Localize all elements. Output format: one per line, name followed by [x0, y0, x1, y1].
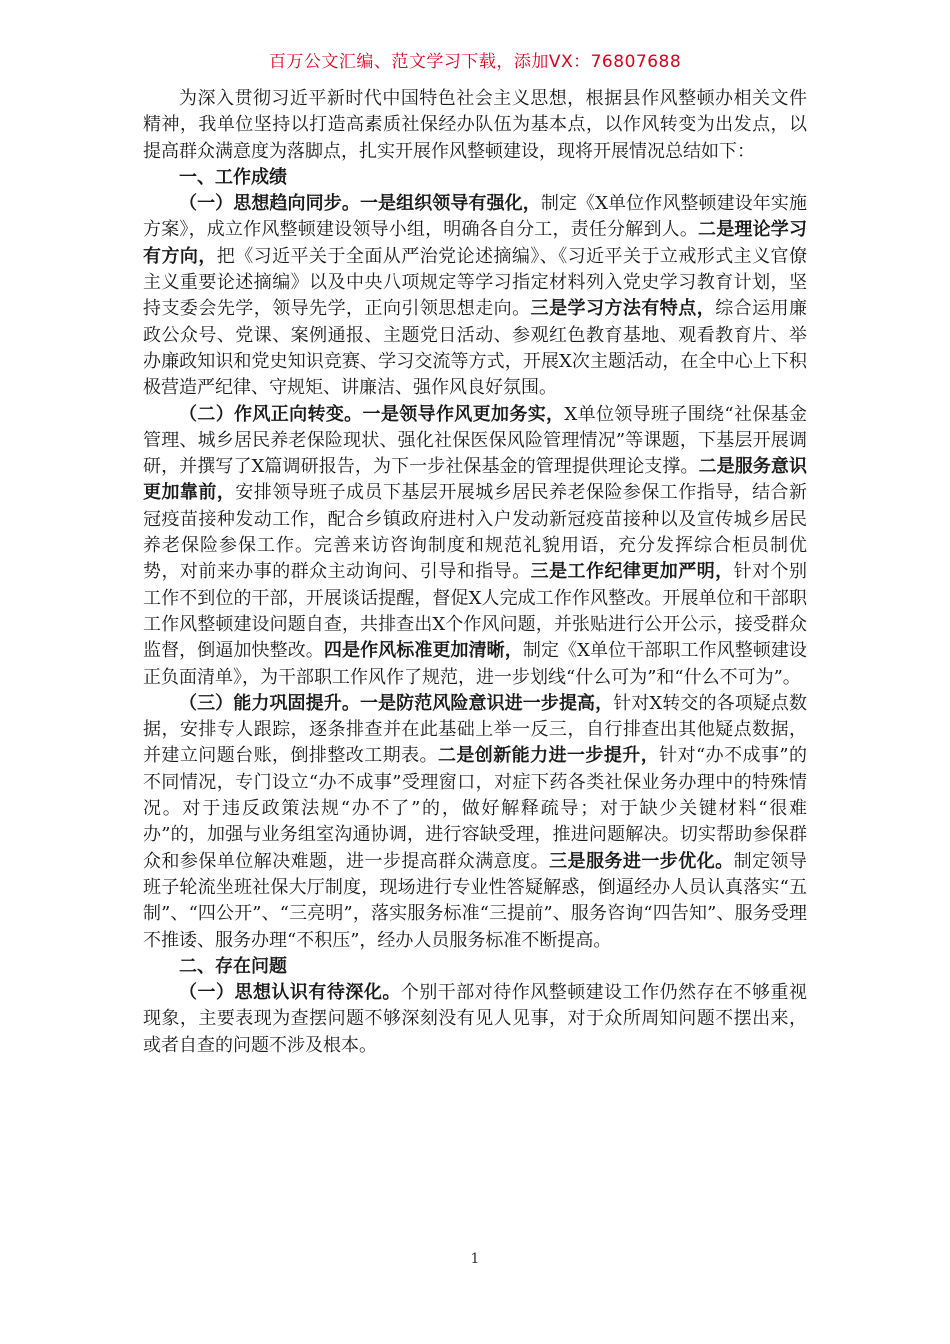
- point-text: 个别干部对待作风整顿建设工作仍然存在不够重视现象，主要表现为查摆问题不够深刻没有见人见事，对于众所周知问题不摆出来，或者自查的问题不涉及根本。: [143, 982, 808, 1056]
- paragraph-style: [143, 402, 807, 691]
- point-text: 综合运用廉政公众号、党课、案例通报、主题党日活动、参观红色教育基地、观看教育片、举办廉政知识和党史知识竞赛、学习交流等方式，开展X次主题活动，在全中心上下积极营造严纪律、守规矩、讲廉洁、强作风良好氛围。: [143, 298, 808, 399]
- paragraph-capability: [143, 691, 807, 954]
- point-label: 四是作风标准更加清晰，: [323, 640, 523, 662]
- intro-paragraph: 为深入贯彻习近平新时代中国特色社会主义思想，根据县作风整顿办相关文件精神，我单位坚持以打造高素质社保经办队伍为基本点，以作风转变为出发点，以提高群众满意度为落脚点，扎实开展作风整顿建设，现将开展情况总结如下：: [143, 88, 807, 162]
- paragraph-thinking: [143, 191, 807, 401]
- section-heading-problems: 二、存在问题: [179, 955, 287, 977]
- subheading: （一）思想趋向同步。: [179, 193, 360, 215]
- subheading: （二）作风正向转变。: [179, 403, 363, 425]
- document-body: [143, 86, 807, 1059]
- subheading: （三）能力巩固提升。: [179, 692, 360, 714]
- point-text: 把《习近平关于全面从严治党论述摘编》、《习近平关于立戒形式主义官僚主义重要论述摘编》以及中央八项规定等学习指定材料列入党史学习教育计划，坚持支委会先学，领导先学，正向引领思想走向。: [143, 245, 807, 320]
- point-text: 制定《X单位干部职工作风整顿建设正负面清单》，为干部职工作风作了规范，进一步划线“什么可为”和“什么不可为”。: [143, 640, 807, 688]
- point-label: 三是工作纪律更加严明，: [530, 561, 734, 583]
- point-text: X单位领导班子围绕“社保基金管理、城乡居民养老保险现状、强化社保医保风险管理情况”等课题，下基层开展调研，并撰写了X篇调研报告，为下一步社保基金的管理提供理论支撑。: [143, 403, 808, 478]
- point-label: 三是学习方法有特点，: [530, 298, 716, 320]
- point-text: 制定领导班子轮流坐班社保大厅制度，现场进行专业性答疑解惑，倒逼经办人员认真落实“五制”、“四公开”、“三亮明”，落实服务标准“三提前”、服务咨询“四告知”、服务受理不推诿、服务办理“不积压”，经办人员服务标准不断提高。: [143, 850, 808, 951]
- watermark-header: 百万公文汇编、范文学习下载，添加VX：76807688: [268, 52, 682, 72]
- point-label: 一是领导作风更加务实，: [362, 403, 565, 425]
- page-number: 1: [470, 1251, 480, 1267]
- point-text: 针对X转交的各项疑点数据，安排专人跟踪，逐条排查并在此基础上举一反三，自行排查出其他疑点数据，并建立问题台账，倒排整改工期表。: [143, 692, 807, 767]
- subheading: （一）思想认识有待深化。: [179, 982, 401, 1004]
- point-label: 一是防范风险意识进一步提高，: [359, 692, 614, 714]
- section-heading-achievements: 一、工作成绩: [179, 166, 287, 188]
- point-text: 针对个别工作不到位的干部，开展谈话提醒，督促X人完成工作作风整改。开展单位和干部职工作风整顿建设问题自查，共排查出X个作风问题，并张贴进行公开公示，接受群众监督，倒逼加快整改。: [143, 561, 808, 662]
- point-label: 一是组织领导有强化，: [359, 193, 541, 215]
- point-label: 二是服务意识更加靠前，: [143, 456, 808, 504]
- paragraph-awareness: [143, 980, 807, 1059]
- point-label: 二是创新能力进一步提升，: [437, 745, 660, 767]
- point-text: 针对“办不成事”的不同情况，专门设立“办不成事”受理窗口，对症下药各类社保业务办理中的特殊情况。对于违反政策法规“办不了”的，做好解释疏导；对于缺少关键材料“很难办”的，加强与业务组室沟通协调，进行容缺受理，推进问题解决。切实帮助参保群众和参保单位解决难题，进一步提高群众满意度。: [143, 745, 808, 872]
- point-label: 三是服务进一步优化。: [549, 850, 734, 872]
- point-text: 安排领导班子成员下基层开展城乡居民养老保险参保工作指导，结合新冠疫苗接种发动工作，配合乡镇政府进村入户发动新冠疫苗接种以及宣传城乡居民养老保险参保工作。完善来访咨询制度和规范礼貌用语，充分发挥综合柜员制优势，对前来办事的群众主动询问、引导和指导。: [143, 482, 808, 583]
- point-text: 制定《X单位作风整顿建设年实施方案》，成立作风整顿建设领导小组，明确各自分工，责任分解到人。: [143, 193, 807, 241]
- point-label: 二是理论学习有方向，: [143, 219, 808, 267]
